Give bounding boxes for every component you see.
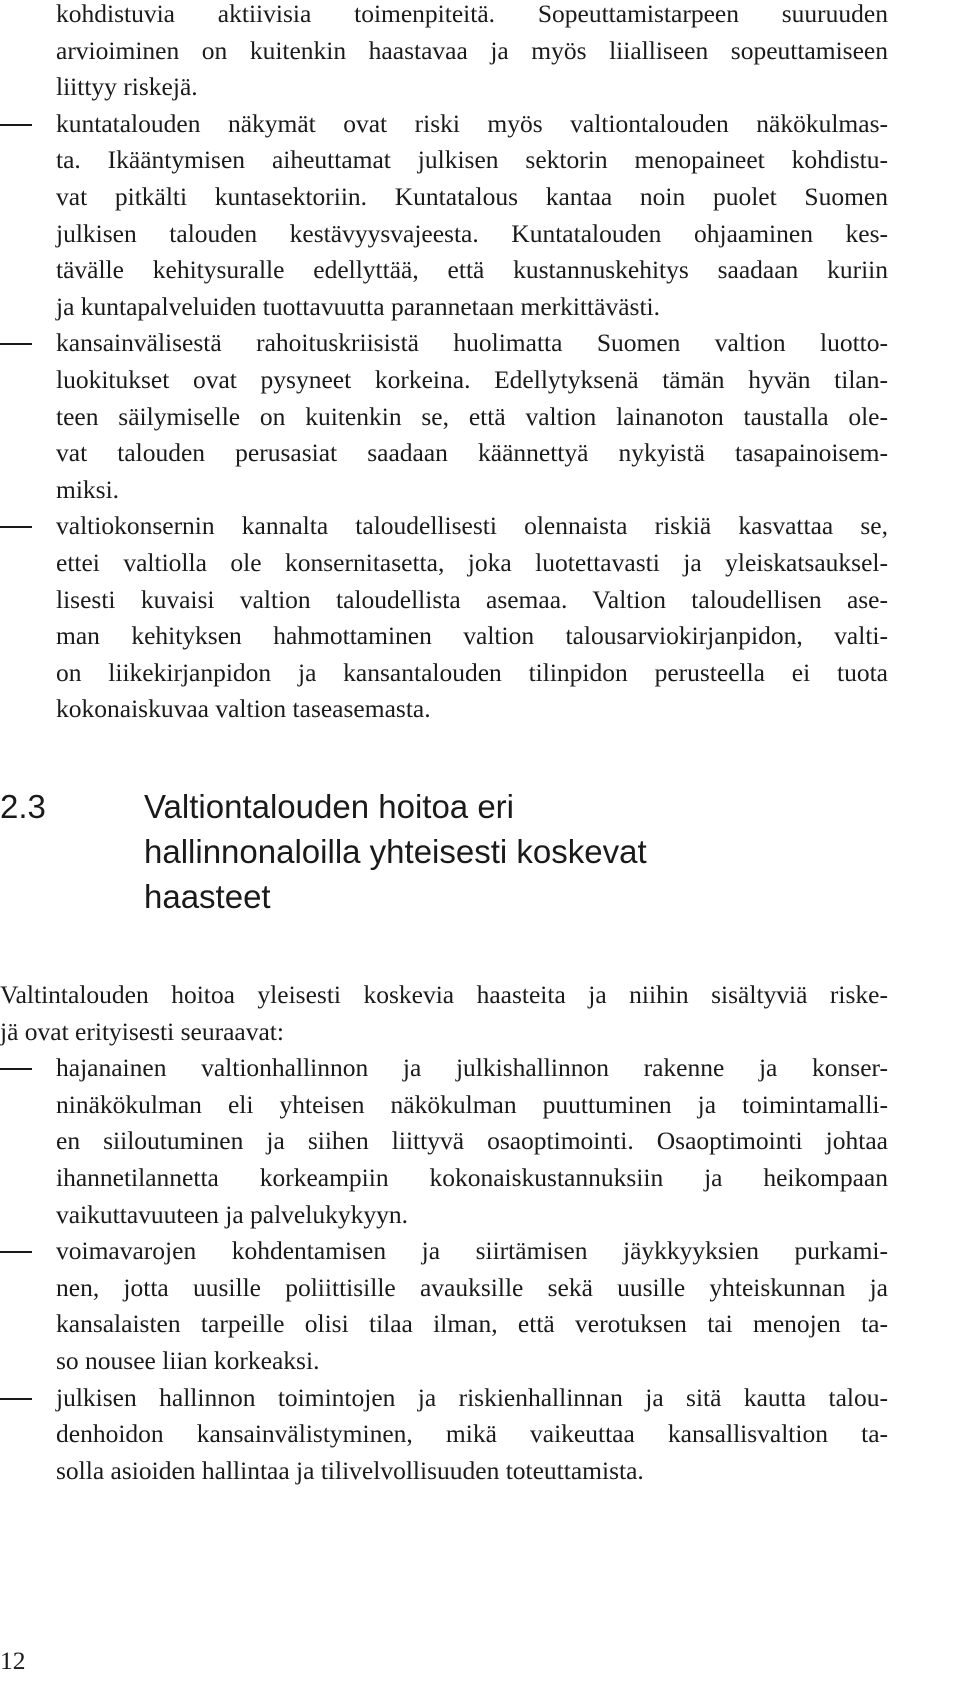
bottom-list-item [0, 1233, 888, 1379]
text-line: en siiloutuminen ja siihen liittyvä osaoptimointi. Osaoptimointi johtaa [56, 1126, 888, 1156]
text-line: teen säilymiselle on kuitenkin se, että valtion lainanoton taustalla ole- [56, 401, 888, 431]
text-line: Valtintalouden hoitoa yleisesti koskevia haasteita ja niihin sisältyviä riske- [0, 980, 888, 1009]
text-line: nen, jotta uusille poliittisille avauksille sekä uusille yhteiskunnan ja [56, 1272, 888, 1302]
bottom-body [0, 977, 888, 1489]
text-line: kokonaiskuvaa valtion taseasemasta. [56, 694, 431, 724]
text-line: julkisen talouden kestävyysvajeesta. Kuntatalouden ohjaaminen kes- [56, 218, 888, 248]
section-title-line: Valtiontalouden hoitoa eri [144, 788, 514, 825]
text-line: man kehityksen hahmottaminen valtion talousarviokirjanpidon, valti- [56, 621, 888, 651]
text-line: hajanainen valtionhallinnon ja julkishallinnon rakenne ja konser- [56, 1053, 888, 1083]
text-line: ettei valtiolla ole konsernitasetta, joka luotettavasti ja yleiskatsauksel- [56, 547, 888, 577]
text-line: luokitukset ovat pysyneet korkeina. Edellytyksenä tämän hyvän tilan- [56, 364, 888, 394]
text-line: vaikuttavuuteen ja palvelukykyyn. [56, 1199, 408, 1229]
text-line: valtiokonsernin kannalta taloudellisesti olennaista riskiä kasvattaa se, [56, 511, 888, 541]
text-line: miksi. [56, 474, 120, 504]
top-list-item [0, 106, 888, 326]
dash-bullet-icon [0, 526, 32, 528]
text-line: liittyy riskejä. [56, 72, 198, 102]
top-list-item [0, 508, 888, 728]
section-title-line: hallinnonaloilla yhteisesti koskevat [144, 833, 647, 870]
top-list-item [0, 0, 888, 106]
text-line: jä ovat erityisesti seuraavat: [0, 1016, 284, 1046]
top-list-item [0, 325, 888, 508]
text-line: lisesti kuvaisi valtion taloudellista asemaa. Valtion taloudellisen ase- [56, 584, 888, 614]
text-line: ihannetilannetta korkeampiin kokonaiskustannuksiin ja heikompaan [56, 1162, 888, 1192]
section-title-line: haasteet [144, 878, 271, 915]
text-line: kansalaisten tarpeille olisi tilaa ilman, että verotuksen tai menojen ta- [56, 1309, 888, 1339]
text-line: vat pitkälti kuntasektoriin. Kuntatalous kantaa noin puolet Suomen [56, 181, 888, 211]
text-line: ta. Ikääntymisen aiheuttamat julkisen sektorin menopaineet kohdistu- [56, 145, 888, 175]
intro-paragraph [0, 977, 888, 1050]
section-title [144, 784, 944, 919]
text-line: kuntatalouden näkymät ovat riski myös valtiontalouden näkökulmas- [56, 108, 888, 138]
text-line: tävälle kehitysuralle edellyttää, että kustannuskehitys saadaan kuriin [56, 255, 888, 285]
dash-bullet-icon [0, 1068, 32, 1070]
text-line: kansainvälisestä rahoituskriisistä huolimatta Suomen valtion luotto- [56, 328, 888, 358]
dash-bullet-icon [0, 343, 32, 345]
top-list [0, 0, 888, 728]
text-line: denhoidon kansainvälistyminen, mikä vaikeuttaa kansallisvaltion ta- [56, 1419, 888, 1449]
section-number: 2.3 [0, 788, 46, 825]
bottom-list-item [0, 1050, 888, 1233]
text-line: on liikekirjanpidon ja kansantalouden tilinpidon perusteella ei tuota [56, 657, 888, 687]
text-line: ja kuntapalveluiden tuottavuutta parannetaan merkittävästi. [56, 291, 660, 321]
text-line: solla asioiden hallintaa ja tilivelvollisuuden toteuttamista. [56, 1455, 644, 1485]
page-number: 12 [0, 1646, 26, 1675]
text-line: so nousee liian korkeaksi. [56, 1345, 320, 1375]
text-line: kohdistuvia aktiivisia toimenpiteitä. Sopeuttamistarpeen suuruuden [56, 0, 888, 28]
dash-bullet-icon [0, 1251, 32, 1253]
dash-bullet-icon [0, 124, 32, 126]
bottom-list-item [0, 1380, 888, 1490]
text-line: ninäkökulman eli yhteisen näkökulman puuttuminen ja toimintamalli- [56, 1089, 888, 1119]
dash-bullet-icon [0, 1398, 32, 1400]
text-line: arvioiminen on kuitenkin haastavaa ja myös liialliseen sopeuttamiseen [56, 35, 888, 65]
text-line: julkisen hallinnon toimintojen ja riskienhallinnan ja sitä kautta talou- [56, 1382, 888, 1412]
text-line: vat talouden perusasiat saadaan käännettyä nykyistä tasapainoisem- [56, 438, 888, 468]
text-line: voimavarojen kohdentamisen ja siirtämisen jäykkyyksien purkami- [56, 1236, 888, 1266]
